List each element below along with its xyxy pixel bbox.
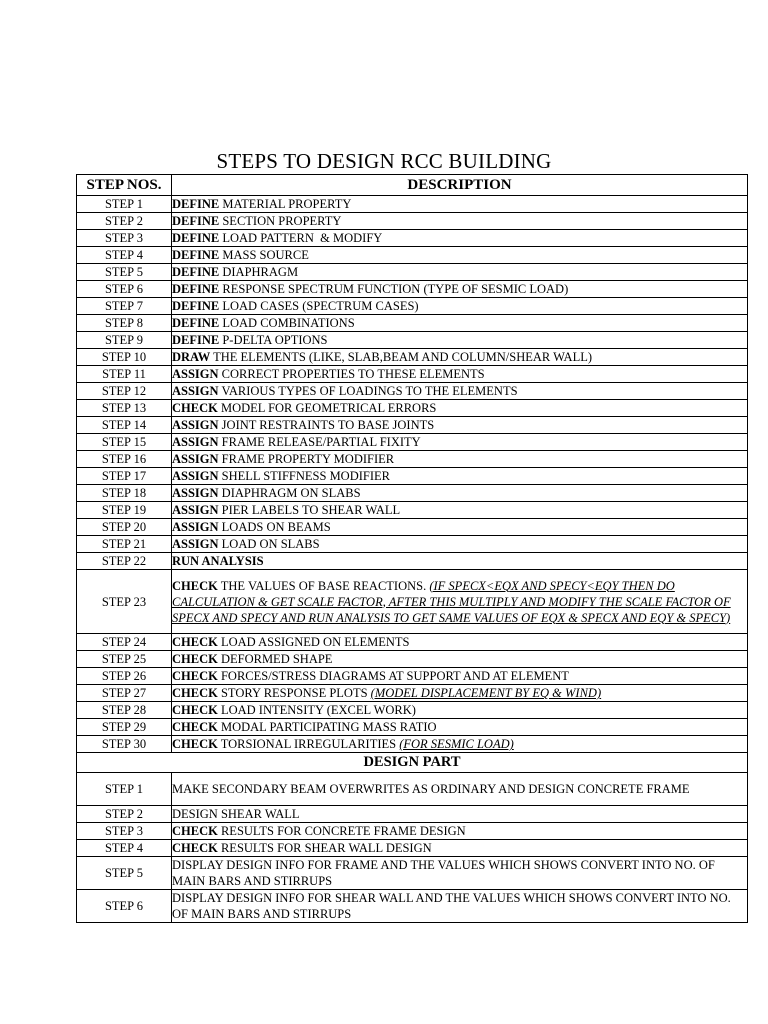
step-number-cell: STEP 29 [77, 719, 172, 736]
step-keyword: CHECK [172, 635, 218, 649]
step-number-cell: STEP 4 [77, 247, 172, 264]
table-row [77, 349, 748, 366]
step-keyword: ASSIGN [172, 418, 219, 432]
step-number-cell: STEP 26 [77, 668, 172, 685]
table-row [77, 366, 748, 383]
step-number-cell: STEP 3 [77, 230, 172, 247]
table-row [77, 417, 748, 434]
step-keyword: CHECK [172, 737, 218, 751]
step-text: SHELL STIFFNESS MODIFIER [218, 469, 390, 483]
table-row [77, 536, 748, 553]
step-text: THE VALUES OF BASE REACTIONS. [217, 578, 430, 593]
step-keyword: CHECK [172, 669, 218, 683]
step-number-cell: STEP 22 [77, 553, 172, 570]
step-keyword: RUN ANALYSIS [172, 554, 264, 568]
table-row [77, 400, 748, 417]
step-keyword: CHECK [172, 401, 218, 415]
step-description-cell [172, 332, 748, 349]
step-text: MASS SOURCE [219, 248, 309, 262]
step-description-cell [172, 502, 748, 519]
step-note: (FOR SESMIC LOAD) [399, 737, 514, 751]
table-row [77, 890, 748, 923]
document-title: STEPS TO DESIGN RCC BUILDING [216, 149, 552, 173]
table-row [77, 247, 748, 264]
step-keyword: CHECK [172, 824, 218, 838]
table-row [77, 736, 748, 753]
step-keyword: DEFINE [172, 316, 220, 330]
step-description-cell [172, 536, 748, 553]
step-number-cell: STEP 7 [77, 298, 172, 315]
step-column-header: STEP NOS. [77, 175, 172, 196]
step-description-cell [172, 553, 748, 570]
step-description-cell [172, 315, 748, 332]
step-description-cell [172, 634, 748, 651]
step-text: FRAME RELEASE/PARTIAL FIXITY [218, 435, 421, 449]
table-row [77, 196, 748, 213]
step-keyword: ASSIGN [172, 503, 219, 517]
step-keyword: ASSIGN [172, 452, 219, 466]
step-number-cell: STEP 12 [77, 383, 172, 400]
table-row [77, 451, 748, 468]
table-row [77, 685, 748, 702]
step-note: (MODEL DISPLACEMENT BY EQ & WIND) [370, 686, 602, 700]
step-keyword: DEFINE [172, 231, 220, 245]
step-text: MATERIAL PROPERTY [219, 197, 352, 211]
step-description-cell [172, 298, 748, 315]
step-text: DEFORMED SHAPE [217, 652, 333, 666]
step-description-cell [172, 400, 748, 417]
step-text: MODAL PARTICIPATING MASS RATIO [217, 720, 437, 734]
step-text: DESIGN SHEAR WALL [172, 807, 300, 821]
step-text: LOAD ON SLABS [218, 537, 320, 551]
step-description-cell [172, 857, 748, 890]
step-keyword: ASSIGN [172, 384, 219, 398]
table-row [77, 502, 748, 519]
step-text: DISPLAY DESIGN INFO FOR FRAME AND THE VALUES WHICH SHOWS CONVERT INTO NO. OF MAIN BARS AND STIRRUPS [172, 858, 718, 888]
step-keyword: CHECK [172, 703, 218, 717]
table-row [77, 213, 748, 230]
table-header-row [77, 175, 748, 196]
step-keyword: DEFINE [172, 214, 220, 228]
step-description-cell [172, 451, 748, 468]
step-number-cell: STEP 30 [77, 736, 172, 753]
step-keyword: DEFINE [172, 282, 220, 296]
step-keyword: DEFINE [172, 299, 220, 313]
step-description-cell [172, 823, 748, 840]
step-description-cell [172, 485, 748, 502]
table-row [77, 383, 748, 400]
step-number-cell: STEP 24 [77, 634, 172, 651]
table-row [77, 468, 748, 485]
step-number-cell: STEP 6 [77, 890, 172, 923]
step-description-cell [172, 668, 748, 685]
step-keyword: CHECK [172, 720, 218, 734]
step-description-cell [172, 196, 748, 213]
step-number-cell: STEP 19 [77, 502, 172, 519]
table-row [77, 806, 748, 823]
step-description-cell [172, 651, 748, 668]
step-keyword: DEFINE [172, 333, 220, 347]
table-row [77, 553, 748, 570]
step-description-cell [172, 840, 748, 857]
step-keyword: DRAW [172, 350, 211, 364]
step-text: FORCES/STRESS DIAGRAMS AT SUPPORT AND AT ELEMENT [217, 669, 569, 683]
table-row [77, 230, 748, 247]
step-description-cell [172, 570, 748, 634]
table-row [77, 434, 748, 451]
step-description-cell [172, 519, 748, 536]
table-row [77, 264, 748, 281]
step-number-cell: STEP 14 [77, 417, 172, 434]
step-keyword: CHECK [172, 578, 218, 593]
step-keyword: ASSIGN [172, 367, 219, 381]
step-description-cell [172, 383, 748, 400]
table-row [77, 315, 748, 332]
table-row [77, 485, 748, 502]
step-text: VARIOUS TYPES OF LOADINGS TO THE ELEMENTS [218, 384, 518, 398]
step-keyword: ASSIGN [172, 469, 219, 483]
step-number-cell: STEP 16 [77, 451, 172, 468]
step-number-cell: STEP 6 [77, 281, 172, 298]
step-number-cell: STEP 2 [77, 213, 172, 230]
description-column-header: DESCRIPTION [172, 175, 748, 196]
step-number-cell: STEP 5 [77, 857, 172, 890]
step-description-cell [172, 773, 748, 806]
design-steps [77, 773, 748, 923]
step-text: LOAD COMBINATIONS [219, 316, 355, 330]
table-row [77, 570, 748, 634]
table-row [77, 823, 748, 840]
table-row [77, 298, 748, 315]
step-number-cell: STEP 10 [77, 349, 172, 366]
step-text: SECTION PROPERTY [219, 214, 342, 228]
step-text: LOAD ASSIGNED ON ELEMENTS [217, 635, 410, 649]
step-text: RESULTS FOR CONCRETE FRAME DESIGN [217, 824, 466, 838]
step-number-cell: STEP 17 [77, 468, 172, 485]
step-text: TORSIONAL IRREGULARITIES [217, 737, 400, 751]
step-description-cell [172, 434, 748, 451]
step-keyword: CHECK [172, 652, 218, 666]
step-text: LOAD PATTERN & MODIFY [219, 231, 383, 245]
step-number-cell: STEP 28 [77, 702, 172, 719]
step-number-cell: STEP 3 [77, 823, 172, 840]
table-row [77, 281, 748, 298]
step-text: MAKE SECONDARY BEAM OVERWRITES AS ORDINARY AND DESIGN CONCRETE FRAME [172, 782, 690, 796]
step-description-cell [172, 806, 748, 823]
step-number-cell: STEP 21 [77, 536, 172, 553]
step-description-cell [172, 349, 748, 366]
step-number-cell: STEP 23 [77, 570, 172, 634]
step-text: P-DELTA OPTIONS [219, 333, 328, 347]
step-keyword: ASSIGN [172, 435, 219, 449]
table-row [77, 519, 748, 536]
table-row [77, 857, 748, 890]
step-description-cell [172, 468, 748, 485]
step-keyword: DEFINE [172, 248, 220, 262]
step-keyword: CHECK [172, 841, 218, 855]
table-row [77, 702, 748, 719]
step-number-cell: STEP 18 [77, 485, 172, 502]
step-description-cell [172, 736, 748, 753]
step-text: LOAD INTENSITY (EXCEL WORK) [217, 703, 416, 717]
step-note: (IF SPECX<EQX AND SPECY<EQY THEN DO CALCULATION & GET SCALE FACTOR, AFTER THIS MULTIPLY AND MODIFY THE SCALE FACTOR OF SPECX AND SPECY AND RUN ANALYSIS TO GET SAME VALUES OF EQX & SPECX AND EQY & SPECY) [172, 578, 731, 625]
step-description-cell [172, 890, 748, 923]
step-description-cell [172, 281, 748, 298]
step-number-cell: STEP 1 [77, 773, 172, 806]
step-keyword: CHECK [172, 686, 218, 700]
step-number-cell: STEP 4 [77, 840, 172, 857]
step-text: LOAD CASES (SPECTRUM CASES) [219, 299, 419, 313]
step-keyword: DEFINE [172, 265, 220, 279]
step-description-cell [172, 685, 748, 702]
step-text: PIER LABELS TO SHEAR WALL [218, 503, 401, 517]
step-description-cell [172, 702, 748, 719]
analysis-steps [77, 196, 748, 753]
step-text: STORY RESPONSE PLOTS [217, 686, 371, 700]
table-row [77, 719, 748, 736]
step-text: THE ELEMENTS (LIKE, SLAB,BEAM AND COLUMN/SHEAR WALL) [210, 350, 593, 364]
table-row [77, 651, 748, 668]
step-description-cell [172, 417, 748, 434]
step-number-cell: STEP 20 [77, 519, 172, 536]
step-description-cell [172, 213, 748, 230]
step-number-cell: STEP 11 [77, 366, 172, 383]
step-number-cell: STEP 13 [77, 400, 172, 417]
step-text: FRAME PROPERTY MODIFIER [218, 452, 395, 466]
step-text: JOINT RESTRAINTS TO BASE JOINTS [218, 418, 435, 432]
design-part-section-row [77, 753, 748, 773]
step-text: DISPLAY DESIGN INFO FOR SHEAR WALL AND THE VALUES WHICH SHOWS CONVERT INTO NO. OF MAIN BARS AND STIRRUPS [172, 891, 734, 921]
step-keyword: ASSIGN [172, 486, 219, 500]
table-row [77, 840, 748, 857]
step-description-cell [172, 230, 748, 247]
step-description-cell [172, 264, 748, 281]
step-text: LOADS ON BEAMS [218, 520, 331, 534]
step-text: RESULTS FOR SHEAR WALL DESIGN [217, 841, 432, 855]
step-number-cell: STEP 9 [77, 332, 172, 349]
step-description-cell [172, 366, 748, 383]
table-row [77, 634, 748, 651]
step-number-cell: STEP 2 [77, 806, 172, 823]
step-description-cell [172, 247, 748, 264]
step-number-cell: STEP 8 [77, 315, 172, 332]
step-text: MODEL FOR GEOMETRICAL ERRORS [217, 401, 437, 415]
step-number-cell: STEP 5 [77, 264, 172, 281]
step-keyword: ASSIGN [172, 520, 219, 534]
table-row [77, 773, 748, 806]
step-text: RESPONSE SPECTRUM FUNCTION (TYPE OF SESMIC LOAD) [219, 282, 569, 296]
step-text: DIAPHRAGM [219, 265, 299, 279]
steps-table [76, 174, 748, 923]
step-number-cell: STEP 27 [77, 685, 172, 702]
step-number-cell: STEP 25 [77, 651, 172, 668]
table-row [77, 668, 748, 685]
step-number-cell: STEP 15 [77, 434, 172, 451]
step-keyword: DEFINE [172, 197, 220, 211]
step-keyword: ASSIGN [172, 537, 219, 551]
step-description-cell [172, 719, 748, 736]
step-text: CORRECT PROPERTIES TO THESE ELEMENTS [218, 367, 485, 381]
step-text: DIAPHRAGM ON SLABS [218, 486, 361, 500]
table-row [77, 332, 748, 349]
design-part-heading: DESIGN PART [77, 753, 748, 773]
step-number-cell: STEP 1 [77, 196, 172, 213]
